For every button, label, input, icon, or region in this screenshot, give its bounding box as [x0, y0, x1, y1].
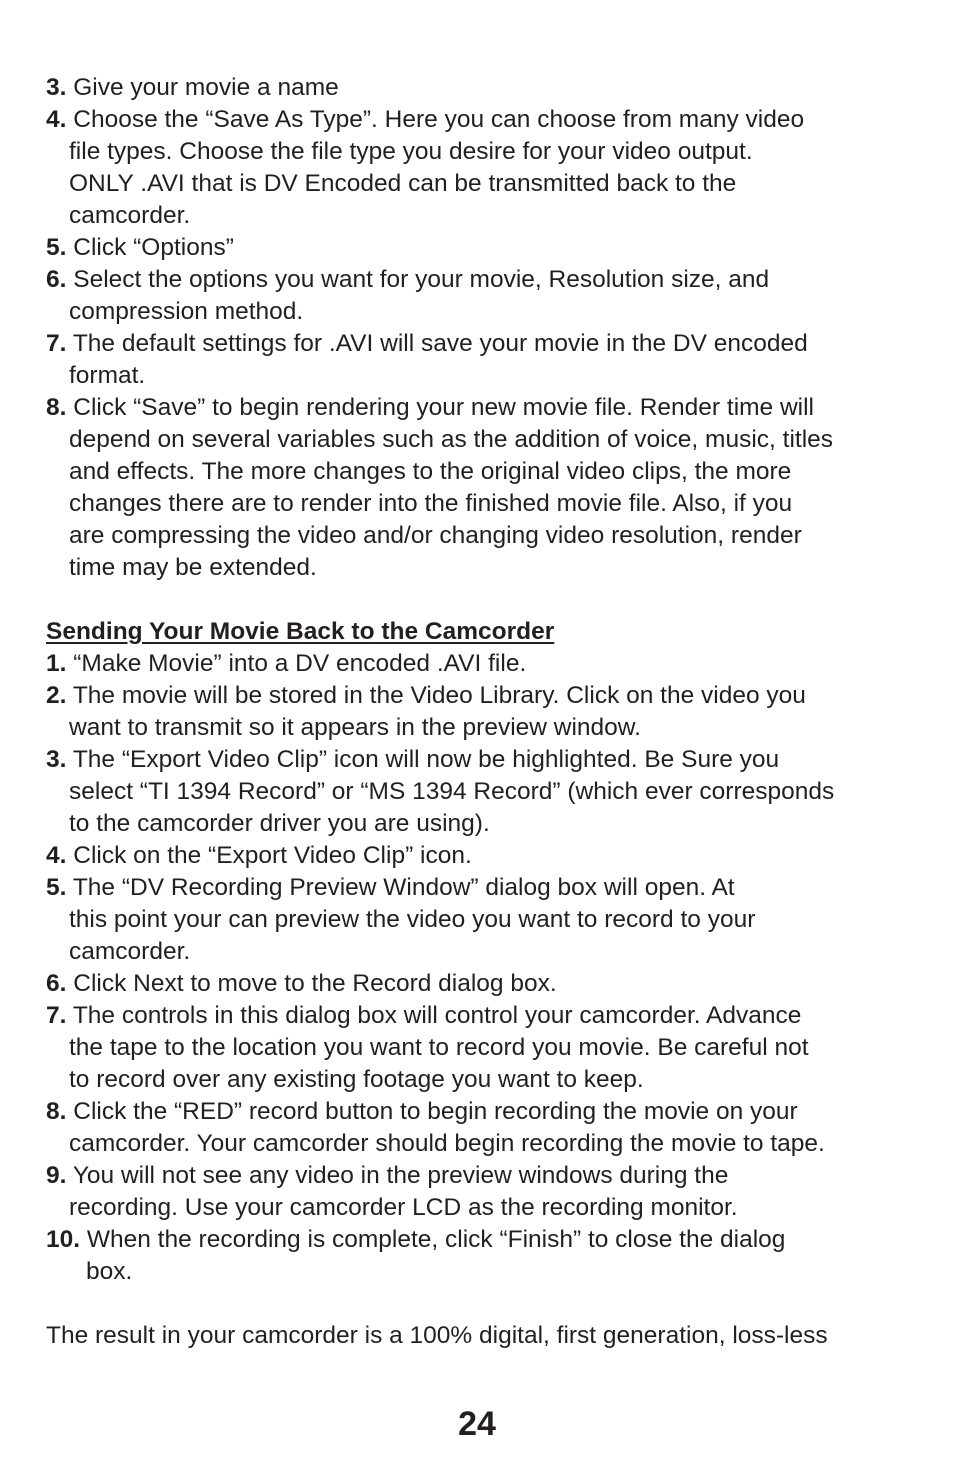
list-item-text: to the camcorder driver you are using). [69, 810, 490, 837]
list-item-number: 6. [46, 970, 67, 997]
list-item-text: camcorder. [69, 938, 191, 965]
page-number: 24 [458, 1405, 496, 1443]
list-item-continuation-line [46, 904, 926, 936]
list-item [46, 1224, 926, 1288]
list-item-text: You will not see any video in the preview windows during the [72, 1162, 729, 1189]
list-item-continuation-line [46, 488, 926, 520]
list-item-number: 9. [46, 1162, 67, 1189]
list-item-continuation-line [46, 936, 926, 968]
list-item-text: Click Next to move to the Record dialog box. [73, 970, 557, 997]
list-item-number: 3. [46, 746, 67, 773]
list-item-first-line [46, 1160, 926, 1192]
list-item-text: box. [86, 1258, 133, 1285]
list-item [46, 680, 926, 744]
list-item-continuation-line [46, 1128, 926, 1160]
list-item-number: 7. [46, 330, 67, 357]
list-item-continuation-line [46, 776, 926, 808]
list-item-continuation-line [46, 1064, 926, 1096]
list-item-first-line [46, 680, 926, 712]
list-item-first-line [46, 232, 926, 264]
list-item-first-line [46, 104, 926, 136]
list-item-text: compression method. [69, 298, 304, 325]
list-item-continuation-line [46, 424, 926, 456]
list-item-text: are compressing the video and/or changing video resolution, render [69, 522, 802, 549]
list-item-number: 5. [46, 874, 67, 901]
list-item-number: 1. [46, 650, 67, 677]
list-item-text: camcorder. [69, 202, 191, 229]
list-item-text: to record over any existing footage you want to keep. [69, 1066, 644, 1093]
list-item-text: time may be extended. [69, 554, 317, 581]
list-item [46, 1000, 926, 1096]
list-item-number: 2. [46, 682, 67, 709]
list-item-first-line [46, 840, 926, 872]
list-item-number: 3. [46, 74, 67, 101]
list-item-text: Select the options you want for your movie, Resolution size, and [73, 266, 770, 293]
list-item-first-line [46, 872, 926, 904]
closing-paragraph: The result in your camcorder is a 100% digital, first generation, loss-less [46, 1322, 828, 1349]
list-item-text: The controls in this dialog box will control your camcorder. Advance [72, 1002, 802, 1029]
list-item-continuation-line [46, 296, 926, 328]
list-item-text: Click the “RED” record button to begin recording the movie on your [73, 1098, 798, 1125]
list-item-text: Click on the “Export Video Clip” icon. [73, 842, 472, 869]
list-item-continuation-line [46, 712, 926, 744]
list-item-continuation-line [46, 1032, 926, 1064]
list-item [46, 72, 926, 104]
list-item-text: recording. Use your camcorder LCD as the recording monitor. [69, 1194, 738, 1221]
list-item-continuation-line [46, 168, 926, 200]
list-item-continuation-line [46, 456, 926, 488]
list-item-continuation-line [46, 360, 926, 392]
list-item-text: this point your can preview the video you want to record to your [69, 906, 756, 933]
list-item-number: 4. [46, 106, 67, 133]
list-item [46, 232, 926, 264]
list-item-text: Choose the “Save As Type”. Here you can choose from many video [73, 106, 805, 133]
instruction-list-send [46, 648, 926, 1288]
list-item-number: 10. [46, 1226, 81, 1253]
instruction-list-save [46, 72, 926, 584]
list-item-number: 8. [46, 394, 67, 421]
list-item-text: Click “Save” to begin rendering your new movie file. Render time will [73, 394, 815, 421]
list-item-first-line [46, 1000, 926, 1032]
list-item-first-line [46, 1224, 926, 1256]
list-item-first-line [46, 72, 926, 104]
list-item-text: Give your movie a name [73, 74, 339, 101]
list-item-first-line [46, 744, 926, 776]
list-item-continuation-line [46, 200, 926, 232]
list-item [46, 264, 926, 328]
list-item-continuation-line [46, 136, 926, 168]
list-item-continuation-line [46, 1192, 926, 1224]
list-item [46, 1160, 926, 1224]
section-heading: Sending Your Movie Back to the Camcorder [46, 618, 555, 645]
list-item-text: When the recording is complete, click “Finish” to close the dialog [86, 1226, 786, 1253]
list-item-number: 8. [46, 1098, 67, 1125]
list-item-continuation-line [46, 552, 926, 584]
list-item [46, 328, 926, 392]
list-item [46, 872, 926, 968]
list-item-text: file types. Choose the file type you desire for your video output. [69, 138, 753, 165]
list-item-first-line [46, 264, 926, 296]
list-item-text: camcorder. Your camcorder should begin recording the movie to tape. [69, 1130, 825, 1157]
list-item [46, 648, 926, 680]
list-item-text: and effects. The more changes to the original video clips, the more [69, 458, 792, 485]
list-item-continuation-line [46, 1256, 926, 1288]
list-item-first-line [46, 968, 926, 1000]
list-item-text: ONLY .AVI that is DV Encoded can be transmitted back to the [69, 170, 737, 197]
list-item-text: want to transmit so it appears in the preview window. [69, 714, 641, 741]
list-item [46, 1096, 926, 1160]
list-item-text: the tape to the location you want to record you movie. Be careful not [69, 1034, 809, 1061]
list-item-first-line [46, 392, 926, 424]
list-item-first-line [46, 328, 926, 360]
list-item-number: 6. [46, 266, 67, 293]
list-item [46, 392, 926, 584]
list-item-number: 4. [46, 842, 67, 869]
list-item [46, 104, 926, 232]
list-item-text: depend on several variables such as the addition of voice, music, titles [69, 426, 834, 453]
document-page [46, 72, 926, 1352]
list-item-text: “Make Movie” into a DV encoded .AVI file. [73, 650, 527, 677]
list-item-first-line [46, 648, 926, 680]
list-item-text: The “Export Video Clip” icon will now be highlighted. Be Sure you [72, 746, 780, 773]
list-item-text: changes there are to render into the finished movie file. Also, if you [69, 490, 793, 517]
list-item-first-line [46, 1096, 926, 1128]
list-item-text: select “TI 1394 Record” or “MS 1394 Record” (which ever corresponds [69, 778, 835, 805]
list-item [46, 968, 926, 1000]
list-item-continuation-line [46, 520, 926, 552]
list-item-text: The “DV Recording Preview Window” dialog box will open. At [72, 874, 735, 901]
list-item-number: 7. [46, 1002, 67, 1029]
list-item-text: The movie will be stored in the Video Library. Click on the video you [72, 682, 806, 709]
list-item [46, 840, 926, 872]
list-item-number: 5. [46, 234, 67, 261]
list-item-text: format. [69, 362, 146, 389]
list-item-text: Click “Options” [73, 234, 234, 261]
list-item [46, 744, 926, 840]
list-item-continuation-line [46, 808, 926, 840]
list-item-text: The default settings for .AVI will save your movie in the DV encoded [72, 330, 808, 357]
